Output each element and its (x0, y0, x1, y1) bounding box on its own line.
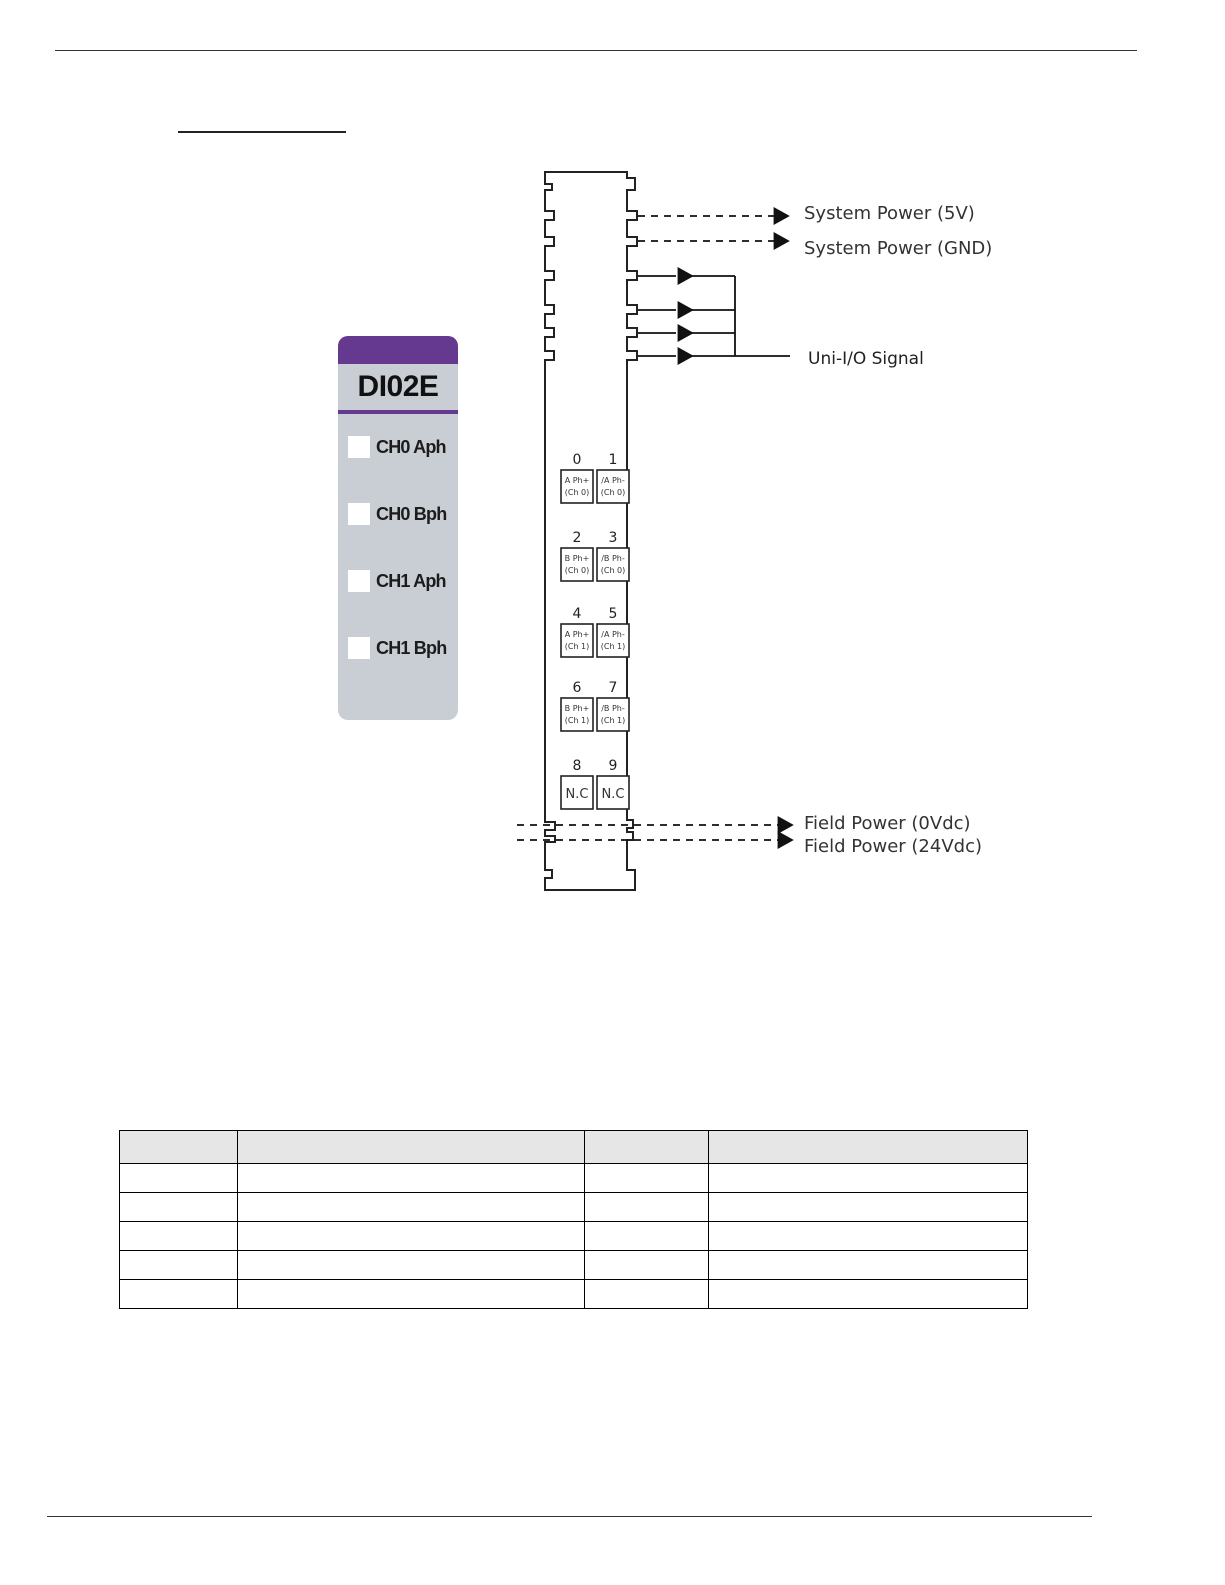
table-cell (585, 1280, 709, 1309)
terminal-box (597, 698, 629, 731)
terminal-box (561, 470, 593, 503)
led-label: CH0 Bph (376, 504, 447, 524)
table-cell (237, 1280, 585, 1309)
terminal-box (561, 624, 593, 657)
terminal-number: 0 (572, 452, 582, 468)
terminal-number: 6 (572, 680, 582, 696)
system-power-gnd-label: System Power (GND) (804, 238, 993, 259)
terminal-number: 3 (608, 530, 618, 546)
terminal-number: 8 (572, 758, 582, 774)
table-cell (709, 1193, 1028, 1222)
terminal-5 (597, 606, 629, 657)
terminal-number: 4 (572, 606, 582, 622)
table-cell (120, 1164, 238, 1193)
terminal-signal-line1: B Ph+ (564, 554, 590, 563)
terminal-signal-line2: (Ch 0) (600, 488, 626, 497)
terminal-box (561, 698, 593, 731)
field-power-0v-label: Field Power (0Vdc) (804, 813, 971, 834)
terminal-number: 7 (608, 680, 618, 696)
table-cell (585, 1164, 709, 1193)
terminal-box (561, 548, 593, 581)
table-cell (237, 1193, 585, 1222)
terminal-signal-line2: (Ch 1) (564, 716, 590, 725)
terminal-signal-line2: (Ch 1) (600, 716, 626, 725)
terminal-3 (597, 530, 629, 581)
table-header-cell (120, 1131, 238, 1164)
table-cell (237, 1222, 585, 1251)
terminal-0 (561, 452, 593, 503)
uni-io-signal-label: Uni-I/O Signal (808, 349, 924, 369)
table-cell (237, 1164, 585, 1193)
terminal-signal-line1: A Ph+ (564, 476, 590, 485)
terminal-signal-line2: (Ch 0) (600, 566, 626, 575)
terminal-4 (561, 606, 593, 657)
table-cell (709, 1164, 1028, 1193)
table-cell (585, 1222, 709, 1251)
table-row (120, 1222, 1028, 1251)
led-label: CH1 Bph (376, 638, 447, 658)
footer-rule (47, 1516, 1092, 1517)
table-cell (120, 1251, 238, 1280)
uni-io-signal-bus (638, 276, 790, 356)
field-power-24v-label: Field Power (24Vdc) (804, 836, 982, 857)
table-header-cell (237, 1131, 585, 1164)
terminal-signal-line1: A Ph+ (564, 630, 590, 639)
table-cell (120, 1222, 238, 1251)
terminal-7 (597, 680, 629, 731)
terminal-signal-line1: /B Ph- (601, 554, 625, 563)
terminal-1 (597, 452, 629, 503)
terminal-8 (561, 758, 593, 809)
terminal-signal-line2: (Ch 0) (564, 566, 590, 575)
terminal-signal-line1: /A Ph- (601, 630, 625, 639)
system-power-5v-label: System Power (5V) (804, 203, 975, 224)
terminal-box (597, 548, 629, 581)
table-cell (709, 1280, 1028, 1309)
table-cell (585, 1251, 709, 1280)
module-name: DI02E (357, 370, 439, 403)
terminal-number: 9 (608, 758, 618, 774)
table-header-cell (709, 1131, 1028, 1164)
terminal-signal-line2: (Ch 0) (564, 488, 590, 497)
terminal-number: 2 (572, 530, 582, 546)
terminal-number: 5 (608, 606, 618, 622)
terminal-block-group (561, 452, 629, 809)
terminal-9 (597, 758, 629, 809)
led-label: CH0 Aph (376, 437, 446, 457)
specification-table (119, 1130, 1028, 1309)
terminal-signal-line1: /B Ph- (601, 704, 625, 713)
table-cell (120, 1280, 238, 1309)
table-cell (709, 1222, 1028, 1251)
terminal-2 (561, 530, 593, 581)
table-row (120, 1193, 1028, 1222)
terminal-signal-line2: (Ch 1) (600, 642, 626, 651)
terminal-signal-line1: /A Ph- (601, 476, 625, 485)
terminal-6 (561, 680, 593, 731)
table-cell (237, 1251, 585, 1280)
terminal-box (597, 624, 629, 657)
terminal-box (597, 470, 629, 503)
table-row (120, 1164, 1028, 1193)
terminal-number: 1 (608, 452, 618, 468)
terminal-signal-line1: N.C (565, 787, 589, 802)
terminal-signal-line1: N.C (601, 787, 625, 802)
led-label: CH1 Aph (376, 571, 446, 591)
terminal-signal-line2: (Ch 1) (564, 642, 590, 651)
table-cell (709, 1251, 1028, 1280)
table-header-cell (585, 1131, 709, 1164)
table-row (120, 1251, 1028, 1280)
table-cell (585, 1193, 709, 1222)
terminal-signal-line1: B Ph+ (564, 704, 590, 713)
table-cell (120, 1193, 238, 1222)
table-row (120, 1280, 1028, 1309)
table-header-row (120, 1131, 1028, 1164)
